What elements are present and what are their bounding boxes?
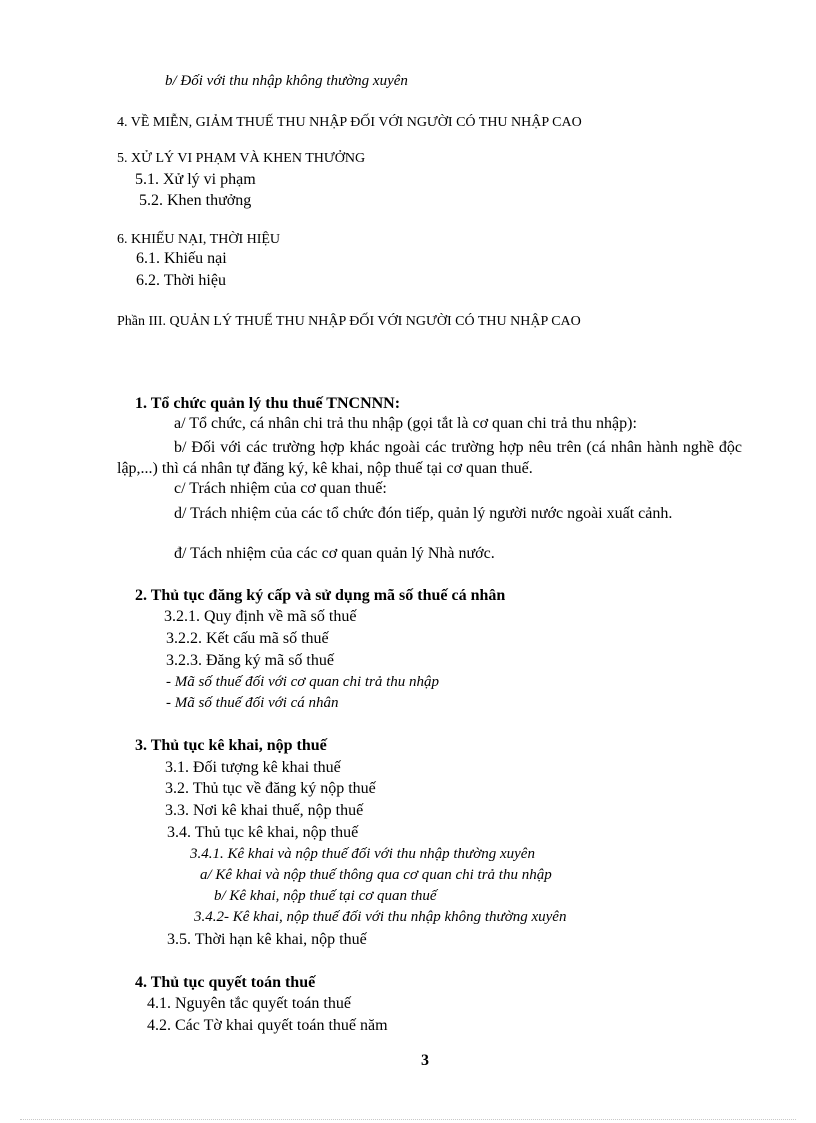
- item-6-1: 6.1. Khiếu nại: [136, 250, 227, 267]
- item-4-1: 4.1. Nguyên tắc quyết toán thuế: [147, 995, 351, 1012]
- sub-item-a-payer: a/ Kê khai và nộp thuế thông qua cơ quan chi trả thu nhập: [200, 867, 552, 883]
- part-iii-heading: Phần III. QUẢN LÝ THUẾ THU NHẬP ĐỐI VỚI NGƯỜI CÓ THU NHẬP CAO: [117, 314, 581, 329]
- sub-item-b-tax-office: b/ Kê khai, nộp thuế tại cơ quan thuế: [214, 888, 437, 904]
- item-5-2: 5.2. Khen thưởng: [139, 192, 252, 209]
- item-6-2: 6.2. Thời hiệu: [136, 272, 226, 289]
- sub-item-tax-code-individual: - Mã số thuế đối với cá nhân: [166, 695, 339, 711]
- item-3-5: 3.5. Thời hạn kê khai, nộp thuế: [167, 931, 367, 948]
- item-d-foreigners: d/ Trách nhiệm của các tổ chức đón tiếp, quản lý người nước ngoài xuất cảnh.: [174, 505, 673, 522]
- page-number: 3: [421, 1052, 429, 1069]
- heading-section-6: 6. KHIẾU NẠI, THỜI HIỆU: [117, 232, 281, 247]
- heading-3-declaration: 3. Thủ tục kê khai, nộp thuế: [135, 737, 327, 754]
- heading-4-settlement: 4. Thủ tục quyết toán thuế: [135, 974, 316, 991]
- item-3-4: 3.4. Thủ tục kê khai, nộp thuế: [167, 824, 359, 841]
- item-b-other-cases: b/ Đối với các trường hợp khác ngoài các trường hợp nêu trên (cá nhân hành nghề độc lập,...) thì cá nhân tự đăng ký, kê khai, nộp thuế tại cơ quan thuế.: [117, 439, 742, 477]
- heading-2-tax-code: 2. Thủ tục đăng ký cấp và sử dụng mã số thuế cá nhân: [135, 587, 506, 604]
- item-c-tax-authority: c/ Trách nhiệm của cơ quan thuế:: [174, 480, 387, 497]
- item-3-2: 3.2. Thủ tục về đăng ký nộp thuế: [165, 780, 376, 797]
- item-3-4-1: 3.4.1. Kê khai và nộp thuế đối với thu nhập thường xuyên: [190, 846, 535, 862]
- item-3-2-3: 3.2.3. Đăng ký mã số thuế: [166, 652, 334, 669]
- heading-section-4: 4. VỀ MIỄN, GIẢM THUẾ THU NHẬP ĐỐI VỚI NGƯỜI CÓ THU NHẬP CAO: [117, 115, 582, 130]
- item-4-2: 4.2. Các Tờ khai quyết toán thuế năm: [147, 1017, 388, 1034]
- item-a-organization: a/ Tổ chức, cá nhân chi trả thu nhập (gọi tắt là cơ quan chi trả thu nhập):: [174, 415, 637, 432]
- sub-item-tax-code-payer: - Mã số thuế đối với cơ quan chi trả thu nhập: [166, 674, 440, 690]
- item-3-4-2: 3.4.2- Kê khai, nộp thuế đối với thu nhập không thường xuyên: [194, 909, 567, 925]
- item-dd-state-agencies: đ/ Tách nhiệm của các cơ quan quản lý Nhà nước.: [174, 545, 495, 562]
- page-border-dotted: [20, 1119, 796, 1120]
- item-3-2-1: 3.2.1. Quy định về mã số thuế: [164, 608, 357, 625]
- item-3-1: 3.1. Đối tượng kê khai thuế: [165, 759, 341, 776]
- heading-1-organization: 1. Tổ chức quản lý thu thuế TNCNNN:: [135, 395, 401, 412]
- heading-section-5: 5. XỬ LÝ VI PHẠM VÀ KHEN THƯỞNG: [117, 151, 366, 166]
- item-3-3: 3.3. Nơi kê khai thuế, nộp thuế: [165, 802, 364, 819]
- sub-item-irregular-income: b/ Đối với thu nhập không thường xuyên: [165, 73, 408, 89]
- item-3-2-2: 3.2.2. Kết cấu mã số thuế: [166, 630, 329, 647]
- item-5-1: 5.1. Xử lý vi phạm: [135, 171, 256, 188]
